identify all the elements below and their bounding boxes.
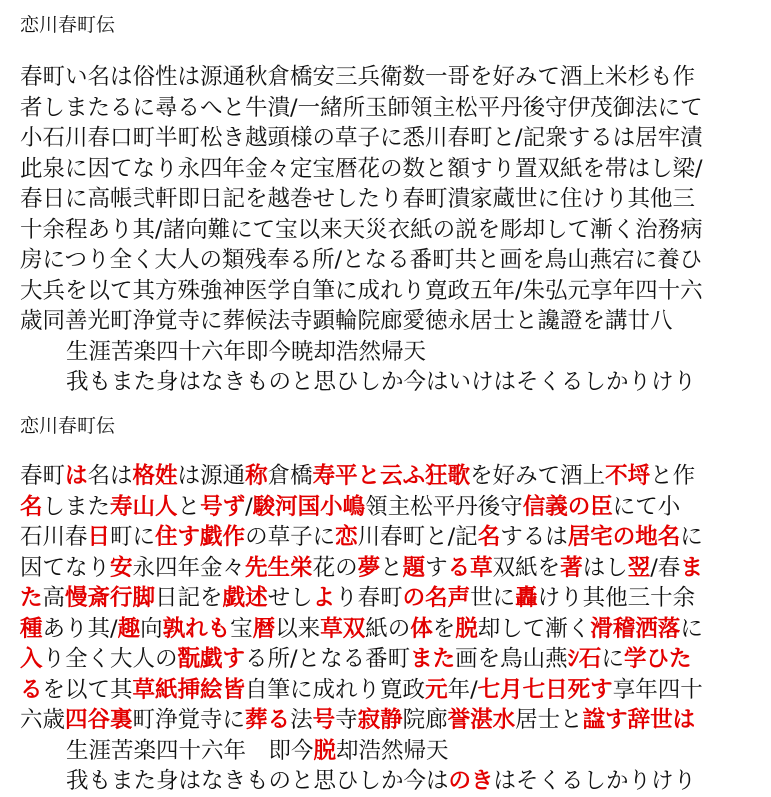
corrected-segment: 寿平と云ふ狂歌 — [312, 463, 471, 489]
original-line: 此泉に因てなり永四年金々定宝暦花の数と額すり置双紙を帯はし梁/ — [20, 155, 703, 182]
text-segment: 生涯苦楽四十六年 即今 — [66, 737, 314, 764]
corrected-segment: る — [20, 676, 43, 703]
text-segment: 宝 — [230, 615, 253, 642]
corrected-line — [20, 461, 760, 492]
corrected-segment: 戯述 — [222, 585, 268, 611]
corrected-segment: 翫戯す — [177, 646, 246, 672]
corrected-line — [20, 583, 760, 614]
corrected-segment: 滑稽洒落 — [590, 615, 681, 642]
corrected-segment: 信義の臣 — [522, 493, 613, 520]
original-body — [20, 62, 703, 398]
text-segment: 名は — [87, 463, 133, 489]
corrected-line — [20, 644, 760, 675]
corrected-segment: 住す戯作 — [155, 524, 246, 550]
original-title: 恋川春町伝 — [20, 14, 116, 36]
text-segment: 自筆に成れり寛政 — [245, 676, 426, 703]
text-segment: 高 — [42, 585, 66, 611]
corrected-segment: 草双 — [320, 615, 366, 642]
text-segment: 院廊 — [402, 707, 448, 733]
text-segment: 石川春 — [20, 524, 88, 550]
original-transcription — [20, 14, 760, 395]
text-segment: を以て其 — [42, 676, 133, 703]
corrected-segment: 居宅の地名 — [567, 524, 681, 550]
text-segment: 向 — [140, 615, 163, 642]
corrected-segment: 慢斎行脚 — [65, 585, 156, 611]
corrected-segment: 体 — [410, 615, 433, 642]
text-segment: 春町 — [20, 463, 66, 489]
text-segment: 享年四十 — [612, 676, 703, 703]
text-segment: す — [425, 554, 448, 581]
text-segment: 以来 — [275, 615, 321, 642]
text-segment: 花の — [312, 554, 358, 581]
corrected-poem-line — [20, 766, 760, 797]
corrected-segment: 寿山人 — [110, 493, 178, 520]
corrected-segment: 著 — [560, 554, 583, 581]
corrected-segment: 格姓 — [132, 463, 178, 489]
text-segment: 寺 — [335, 707, 358, 733]
corrected-line — [20, 522, 760, 553]
corrected-segment: 諡す辞世は — [582, 707, 696, 733]
text-segment: にて小 — [612, 493, 681, 520]
text-segment: 我もまた身はなきものと思ひしか今は — [66, 768, 449, 794]
corrected-line — [20, 492, 760, 523]
original-line: 歳同善光町浄覚寺に葬候法寺顕輪院廊愛徳永居士と讒證を講廿八 — [20, 308, 673, 334]
corrected-segment: 元 — [425, 676, 448, 703]
corrected-segment: 四谷裏 — [65, 707, 133, 733]
corrected-segment: 先生栄 — [245, 554, 313, 581]
text-segment: 却して漸く — [477, 615, 591, 642]
text-segment: はし — [582, 554, 628, 581]
original-line: 大兵を以て其方殊強神医学自筆に成れり寛政五年/朱弘元享年四十六 — [20, 277, 703, 304]
text-segment: は源通 — [177, 463, 246, 489]
original-line: 小石川春口町半町松き越頭様の草子に悉川春町と/記衆するは居牢漬 — [20, 125, 703, 151]
original-line: 者しまたるに尋るへと牛潰/一緒所玉師領主松平丹後守伊茂御法にて — [20, 94, 703, 121]
corrected-segment: のき — [448, 768, 494, 794]
text-segment: あり其/ — [42, 615, 118, 642]
text-segment: 日記を — [155, 585, 223, 611]
corrected-line — [20, 553, 760, 584]
text-segment: を — [432, 615, 456, 642]
corrected-segment: 号 — [312, 707, 336, 733]
corrected-segment: また — [410, 646, 456, 672]
corrected-segment: 名 — [20, 493, 43, 520]
text-segment: 因てなり — [20, 554, 111, 581]
text-segment: り春町 — [335, 585, 403, 611]
corrected-heading-block — [20, 415, 760, 437]
text-segment: 画を鳥山燕 — [455, 646, 568, 672]
text-segment: 却浩然帰天 — [336, 737, 449, 764]
text-segment: 紙の — [365, 615, 411, 642]
corrected-segment: 入 — [20, 646, 43, 672]
corrected-segment: 孰れも — [162, 615, 231, 642]
corrected-segment: 号ず — [200, 493, 246, 520]
corrected-segment: 恋 — [335, 524, 358, 550]
text-segment: 年/ — [447, 676, 478, 703]
text-segment: り全く大人の — [42, 646, 178, 672]
corrected-segment: 翌 — [627, 554, 651, 581]
corrected-transcription — [20, 461, 760, 797]
original-poem-line: 生涯苦楽四十六年即今暁却浩然帰天 — [66, 338, 427, 365]
text-segment: / — [245, 493, 253, 520]
corrected-title: 恋川春町伝 — [20, 415, 116, 437]
corrected-segment: 脱 — [455, 615, 478, 642]
corrected-segment: 暦 — [252, 615, 276, 642]
corrected-segment: た — [20, 585, 43, 611]
corrected-segment: 駿河国小嶋 — [252, 493, 366, 520]
text-segment: 町に — [110, 524, 156, 550]
corrected-segment: 安 — [110, 554, 133, 581]
text-segment: /春 — [650, 554, 681, 581]
original-line: 春町い名は俗性は源通秋倉橋安三兵衛数一哥を好みて酒上米杉も作 — [20, 64, 696, 90]
text-segment: を好みて酒上 — [470, 463, 606, 489]
text-segment: しまた — [42, 493, 111, 520]
text-segment: と — [177, 493, 201, 520]
text-segment: せし — [267, 585, 313, 611]
text-segment: するは — [500, 524, 568, 550]
text-segment: る所/となる番町 — [245, 646, 411, 672]
corrected-segment: 不埒 — [605, 463, 651, 489]
corrected-segment: 名 — [477, 524, 501, 550]
corrected-segment: 称 — [245, 463, 268, 489]
corrected-segment: 轟 — [515, 585, 538, 611]
corrected-segment: る草 — [447, 554, 493, 581]
text-segment: と — [380, 554, 403, 581]
corrected-segment: 学ひた — [623, 646, 692, 672]
corrected-segment: の名声 — [402, 585, 471, 611]
text-segment: に — [680, 524, 703, 550]
text-segment: に — [680, 615, 703, 642]
corrected-segment: 七月七日死す — [477, 676, 613, 703]
original-line: 房につり全く大人の類残奉る所/となる番町共と画を鳥山燕宕に養ひ — [20, 247, 703, 273]
corrected-segment: 寂静 — [357, 707, 403, 733]
corrected-segment: 葬る — [245, 707, 291, 733]
text-segment: 川春町と/記 — [357, 524, 478, 550]
original-line: 春日に高帳弐軒即日記を越巻せしたり春町潰家蔵世に住けり其他三 — [20, 186, 696, 212]
text-segment: と作 — [650, 463, 696, 489]
corrected-segment: ｼ石 — [567, 646, 602, 672]
text-segment: 領主松平丹後守 — [365, 493, 523, 520]
text-segment: 世に — [470, 585, 516, 611]
corrected-segment: ま — [680, 554, 703, 581]
corrected-line — [20, 614, 760, 645]
text-segment: けり其他三十余 — [537, 585, 696, 611]
text-segment: の草子に — [245, 524, 336, 550]
text-segment: 法 — [290, 707, 313, 733]
text-segment: 町浄覚寺に — [132, 707, 246, 733]
corrected-segment: 題 — [402, 554, 426, 581]
corrected-line — [20, 675, 760, 706]
corrected-segment: 夢 — [357, 554, 381, 581]
text-segment: 居士と — [515, 707, 583, 733]
text-segment: はそくるしかりけり — [493, 768, 697, 794]
text-segment: 双紙を — [492, 554, 561, 581]
text-segment: 六歳 — [20, 707, 66, 733]
corrected-segment: は — [65, 463, 88, 489]
original-poem-line: 我もまた身はなきものと思ひしか今はいけはそくるしかりけり — [66, 369, 697, 395]
corrected-segment: よ — [312, 585, 336, 611]
text-segment: 倉橋 — [267, 463, 313, 489]
text-segment: に — [601, 646, 624, 672]
corrected-segment: 脱 — [313, 737, 337, 764]
corrected-segment: 趣 — [117, 615, 141, 642]
corrected-line — [20, 705, 760, 736]
text-segment: 永四年金々 — [132, 554, 246, 581]
corrected-segment: 種 — [20, 615, 43, 642]
original-line: 十余程あり其/諸向難にて宝以来天災衣紙の説を彫却して漸く治務病 — [20, 216, 703, 243]
corrected-segment: 日 — [87, 524, 111, 550]
corrected-segment: 草紙挿絵皆 — [132, 676, 246, 703]
corrected-segment: 誉湛水 — [447, 707, 516, 733]
corrected-poem-line — [20, 736, 760, 767]
